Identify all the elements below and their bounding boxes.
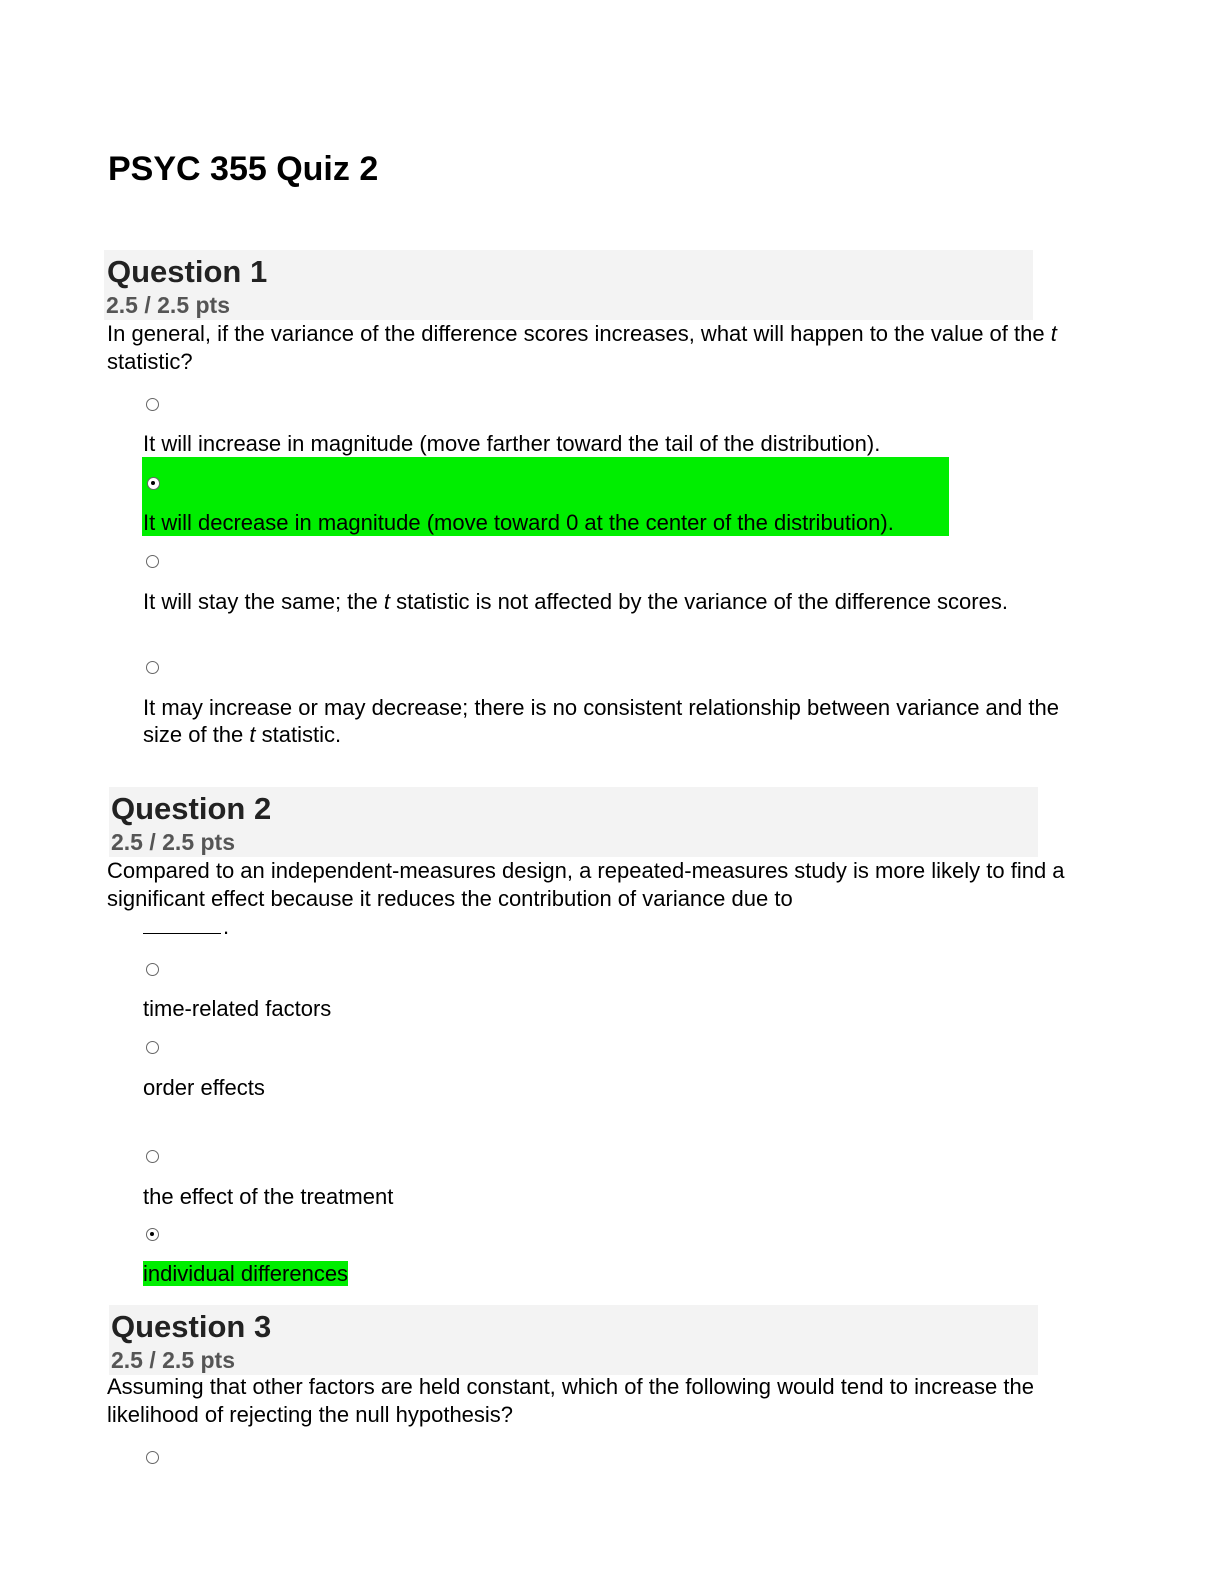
q1-option-4-radio[interactable] <box>146 661 159 674</box>
q2-option-1-label[interactable]: time-related factors <box>143 996 332 1021</box>
q2-option-4-radio[interactable] <box>146 1228 159 1241</box>
question-2-blank: . <box>143 913 229 940</box>
q2-option-4-label[interactable]: individual differences <box>143 1261 349 1286</box>
q1-option-4-label[interactable]: It may increase or may decrease; there is no consistent relationship between variance and the size of the t statistic. <box>143 695 1059 747</box>
question-2-prompt: Compared to an independent-measures design, a repeated-measures study is more likely to find a significant effect because it reduces the contribution of variance due to <box>107 858 1065 911</box>
q2-option-1-radio[interactable] <box>146 963 159 976</box>
q1-option-3-radio[interactable] <box>146 555 159 568</box>
q2-option-3-label[interactable]: the effect of the treatment <box>143 1184 394 1209</box>
question-2-title: Question 2 <box>111 791 272 826</box>
q1-option-1-label[interactable]: It will increase in magnitude (move farther toward the tail of the distribution). <box>143 431 881 456</box>
q1-option-2-label[interactable]: It will decrease in magnitude (move toward 0 at the center of the distribution). <box>143 510 894 535</box>
question-3-prompt: Assuming that other factors are held constant, which of the following would tend to increase the likelihood of rejecting the null hypothesis? <box>107 1374 1034 1427</box>
question-2-header <box>109 787 1038 857</box>
question-3-header <box>109 1305 1038 1375</box>
q1-option-1-radio[interactable] <box>146 398 159 411</box>
question-3-points: 2.5 / 2.5 pts <box>111 1347 236 1373</box>
question-1-points: 2.5 / 2.5 pts <box>106 292 231 318</box>
q1-option-2-radio[interactable] <box>147 477 160 490</box>
question-1-title: Question 1 <box>107 254 268 289</box>
q2-option-2-label[interactable]: order effects <box>143 1075 265 1100</box>
q2-option-4-container <box>143 1259 348 1288</box>
q2-option-3-radio[interactable] <box>146 1150 159 1163</box>
question-1-header <box>104 250 1033 320</box>
q3-option-1-radio[interactable] <box>146 1451 159 1464</box>
q2-option-2-radio[interactable] <box>146 1041 159 1054</box>
question-2-points: 2.5 / 2.5 pts <box>111 829 236 855</box>
q1-option-3-label[interactable]: It will stay the same; the t statistic is not affected by the variance of the difference scores. <box>143 589 1008 614</box>
page-title: PSYC 355 Quiz 2 <box>108 150 379 188</box>
question-3-title: Question 3 <box>111 1309 272 1344</box>
question-1-prompt: In general, if the variance of the difference scores increases, what will happen to the value of the t statistic? <box>107 321 1057 374</box>
